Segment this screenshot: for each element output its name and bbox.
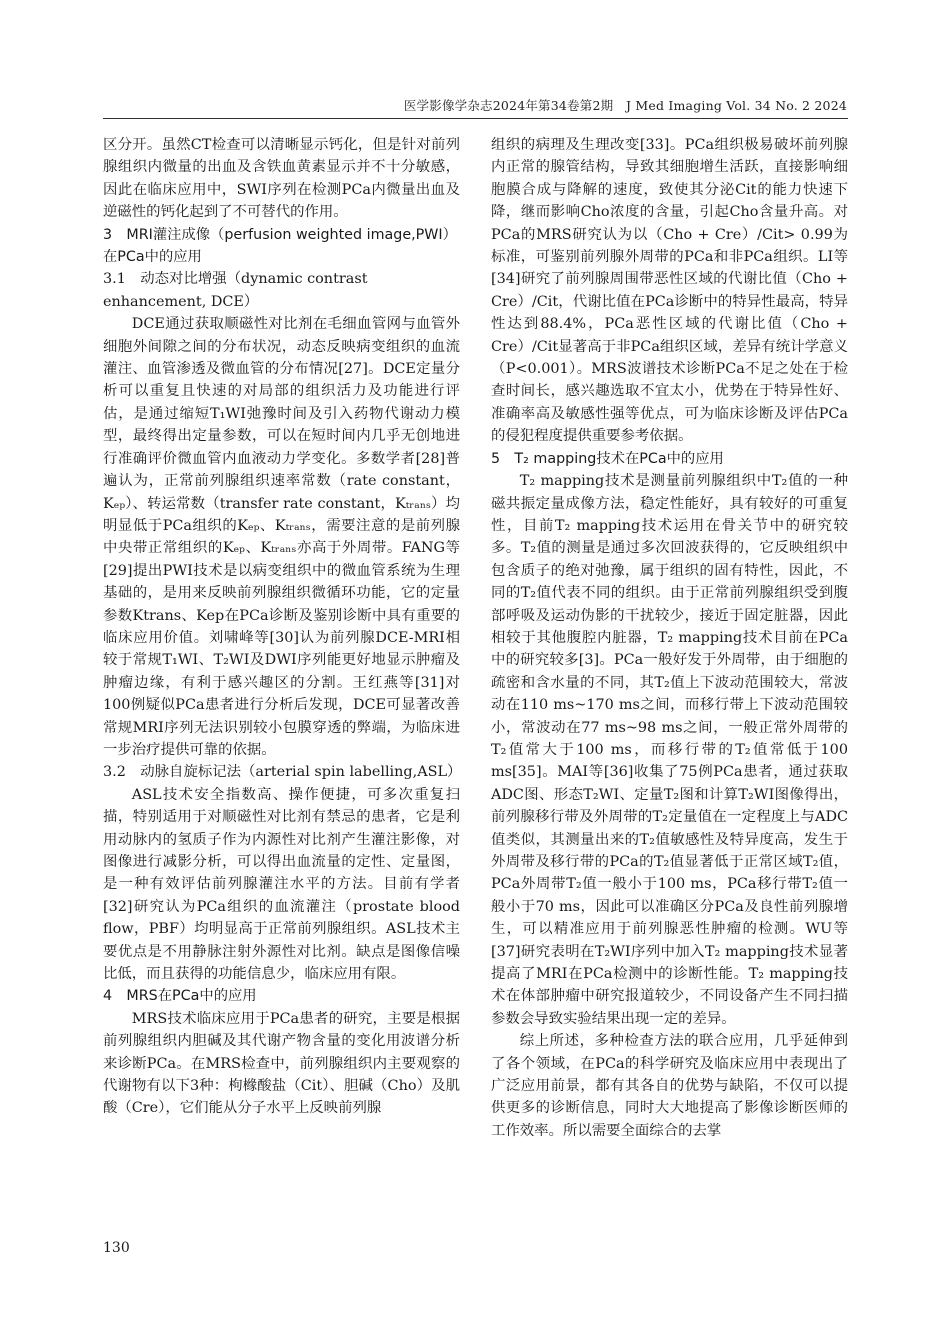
left-column: [103, 134, 460, 1120]
paragraph: T₂ mapping技术是测量前列腺组织中T₂值的一种磁共振定量成像方法，稳定性能好，具有较好的可重复性，目前T₂ mapping技术运用在骨关节中的研究较多。T₂值的测量是通过多次回波获得的，它反映组织中包含质子的绝对弛豫，属于组织的固有特性，因此，不同的T₂值代表不同的组织。由于正常前列腺组织受到腹部呼吸及运动伪影的干扰较少，接近于固定脏器，因此相较于其他腹腔内脏器，T₂ mapping技术目前在PCa中的研究较多[3]。PCa一般好发于外周带，由于细胞的疏密和含水量的不同，其T₂值上下波动范围较大，常波动在110 ms~170 ms之间，而移行带上下波动范围较小，常波动在77 ms~98 ms之间，一般正常外周带的T₂值常大于100 ms，而移行带的T₂值常低于100 ms[35]。MAI等[36]收集了75例PCa患者，通过获取ADC图、形态T₂WI、定量T₂图和计算T₂WI图像得出，前列腺移行带及外周带的T₂定量值在一定程度上与ADC值类似，其测量出来的T₂值敏感性及特异度高，发生于外周带及移行带的PCa的T₂值显著低于正常区域T₂值，PCa外周带T₂值一般小于100 ms，PCa移行带T₂值一般小于70 ms，因此可以准确区分PCa及良性前列腺增生，可以精准应用于前列腺恶性肿瘤的检测。WU等[37]研究表明在T₂WI序列中加入T₂ mapping技术显著提高了MRI在PCa检测中的诊断性能。T₂ mapping技术在体部肿瘤中研究报道较少，不同设备产生不同扫描参数会导致实验结果出现一定的差异。: [491, 473, 848, 1027]
paragraph: DCE通过获取顺磁性对比剂在毛细血管网与血管外细胞外间隙之间的分布状况，动态反映病变组织的血流灌注、血管渗透及微血管的分布情况[27]。DCE定量分析可以重复且快速的对局部的组织活力及功能进行评估，是通过缩短T₁WI弛豫时间及引入药物代谢动力模型，最终得出定量参数，可以在短时间内几乎无创地进行准确评价微血管内血液动力学变化。多数学者[28]普遍认为，正常前列腺组织速率常数（rate constant，Kₑₚ）、转运常数（transfer rate constant，Kₜᵣₐₙₛ）均明显低于PCa组织的Kₑₚ、Kₜᵣₐₙₛ，需要注意的是前列腺中央带正常组织的Kₑₚ、Kₜᵣₐₙₛ亦高于外周带。FANG等[29]提出PWI技术是以病变组织中的微血管系统为生理基础的，是用来反映前列腺组织微循环功能，它的定量参数Ktrans、Kep在PCa诊断及鉴别诊断中具有重要的临床应用价值。刘啸峰等[30]认为前列腺DCE-MRI相较于常规T₁WI、T₂WI及DWI序列能更好地显示肿瘤及肿瘤边缘，有利于感兴趣区的分割。王红燕等[31]对100例疑似PCa患者进行分析后发现，DCE可显著改善常规MRI序列无法识别较小包膜穿透的弊端，为临床进一步治疗提供可靠的依据。: [103, 316, 460, 758]
section-heading: 5 T₂ mapping技术在PCa中的应用: [491, 450, 724, 467]
running-header: 医学影像学杂志2024年第34卷第2期 J Med Imaging Vol. 34 No. 2 2024: [403, 98, 847, 113]
subsection-heading: 3.2 动脉自旋标记法（arterial spin labelling,ASL）: [103, 764, 462, 781]
paragraph: MRS技术临床应用于PCa患者的研究，主要是根据前列腺组织内胆碱及其代谢产物含量的变化用波谱分析来诊断PCa。在MRS检查中，前列腺组织内主要观察的代谢物有以下3种：枸橼酸盐（Cit）、胆碱（Cho）及肌酸（Cre），它们能从分子水平上反映前列腺: [103, 1010, 460, 1117]
subsection-heading: 3.1 动态对比增强（dynamic contrast enhancement, DCE）: [103, 271, 368, 310]
paragraph: 区分开。虽然CT检查可以清晰显示钙化，但是针对前列腺组织内微量的出血及含铁血黄素显示并不十分敏感，因此在临床应用中，SWI序列在检测PCa内微量出血及逆磁性的钙化起到了不可替代的作用。: [103, 137, 460, 221]
page-number: 130: [103, 1240, 130, 1256]
paragraph: ASL技术安全指数高、操作便捷，可多次重复扫描，特别适用于对顺磁性对比剂有禁忌的患者，它是利用动脉内的氢质子作为内源性对比剂产生灌注影像，对图像进行减影分析，可以得出血流量的定性、定量图，是一种有效评估前列腺灌注水平的方法。目前有学者[32]研究认为PCa组织的血流灌注（prostate blood flow，PBF）均明显高于正常前列腺组织。ASL技术主要优点是不用静脉注射外源性对比剂。缺点是图像信噪比低，而且获得的功能信息少，临床应用有限。: [103, 786, 460, 983]
header-rule: [103, 118, 848, 119]
section-heading: 3 MRI灌注成像（perfusion weighted image,PWI）在PCa中的应用: [103, 226, 457, 266]
right-column: [491, 134, 848, 1142]
paragraph: 综上所述，多种检查方法的联合应用，几乎延伸到了各个领域，在PCa的科学研究及临床应用中表现出了广泛应用前景，都有其各自的优势与缺陷，不仅可以提供更多的诊断信息，同时大大地提高了影像诊断医师的工作效率。所以需要全面综合的去掌: [491, 1033, 848, 1139]
section-heading: 4 MRS在PCa中的应用: [103, 988, 257, 1005]
paragraph: 组织的病理及生理改变[33]。PCa组织极易破坏前列腺内正常的腺管结构，导致其细胞增生活跃，直接影响细胞膜合成与降解的速度，致使其分泌Cit的能力快速下降，继而影响Cho浓度的含量，引起Cho含量升高。对PCa的MRS研究认为以（Cho + Cre）/Cit> 0.99为标准，可鉴别前列腺外周带的PCa和非PCa组织。LI等[34]研究了前列腺周围带恶性区域的代谢比值（Cho + Cre）/Cit，代谢比值在PCa诊断中的特异性最高，特异性达到88.4%，PCa恶性区域的代谢比值（Cho + Cre）/Cit显著高于非PCa组织区域，差异有统计学意义（P<0.001）。MRS波谱技术诊断PCa不足之处在于检查时间长，感兴趣选取不宜太小，优势在于特异性好、准确率高及敏感性强等优点，可为临床诊断及评估PCa的侵犯程度提供重要参考依据。: [491, 137, 848, 445]
